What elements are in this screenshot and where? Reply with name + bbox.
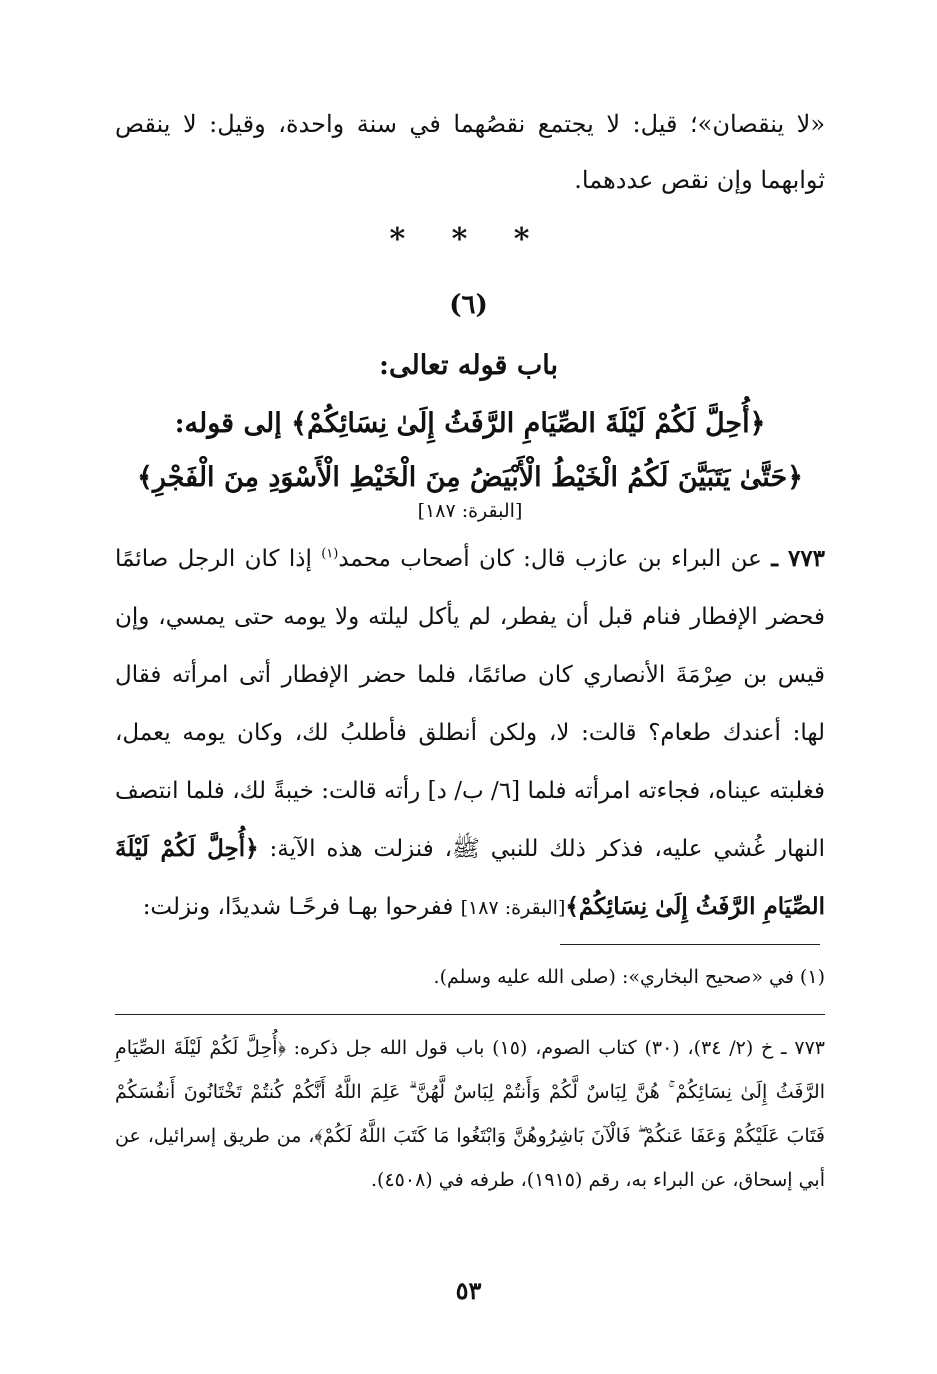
footnote-marker: (١)	[321, 546, 339, 562]
hadith-text-part3: ففرحوا بهـا فرحًـا شديدًا، ونزلت:	[142, 894, 454, 920]
footnote: (١) في «صحيح البخاري»: (صلى الله عليه وسلم).	[433, 966, 825, 988]
hadith-paragraph	[115, 530, 825, 937]
hadith-number: ٧٧٣ ـ	[771, 545, 826, 572]
intro-paragraph: «لا ينقصان»؛ قيل: لا يجتمع نقصُهما في سنة واحدة، وقيل: لا ينقص ثوابهما وإن نقص عددهما.	[115, 110, 825, 194]
hadith-text-part1: عن البراء بن عازب قال: كان أصحاب محمد	[338, 546, 762, 572]
section-separator-stars: * * *	[389, 222, 548, 257]
chapter-verse-line-1: ﴿أُحِلَّ لَكُمْ لَيْلَةَ الصِّيَامِ الرَّفَثُ إِلَىٰ نِسَائِكُمْ﴾ إلى قوله:	[174, 408, 766, 439]
footnote-divider	[560, 944, 820, 945]
chapter-number: (٦)	[449, 290, 488, 320]
hadith-verse-reference: [البقرة: ١٨٧]	[460, 897, 566, 919]
hadith-verse: ﴿أُحِلَّ لَكُمْ لَيْلَةَ الصِّيَامِ الرَّفَثُ إِلَىٰ نِسَائِكُمْ﴾	[115, 835, 825, 920]
chapter-verse-text: ﴿حَتَّىٰ يَتَبَيَّنَ لَكُمُ الْخَيْطُ الْأَبْيَضُ مِنَ الْخَيْطِ الْأَسْوَدِ مِنَ الْفَجْرِ﴾	[137, 462, 803, 493]
chapter-title: باب قوله تعالى:	[379, 350, 558, 381]
chapter-verse-line-2	[115, 462, 825, 524]
takhrij-paragraph: ٧٧٣ ـ خ (٢/ ٣٤)، (٣٠) كتاب الصوم، (١٥) باب قول الله جل ذكره: ﴿أُحِلَّ لَكُمْ لَيْلَةَ الصِّيَامِ الرَّفَثُ إِلَىٰ نِسَائِكُمْ ۚ هُنَّ لِبَاسٌ لَّكُمْ وَأَنتُمْ لِبَاسٌ لَّهُنَّ ۗ عَلِمَ اللَّهُ أَنَّكُمْ كُنتُمْ تَخْتَانُونَ أَنفُسَكُمْ فَتَابَ عَلَيْكُمْ وَعَفَا عَنكُمْ ۖ فَالْآنَ بَاشِرُوهُنَّ وَابْتَغُوا مَا كَتَبَ اللَّهُ لَكُمْ﴾، من طريق إسرائيل، عن أبي إسحاق، عن البراء به، رقم (١٩١٥)، طرفه في (٤٥٠٨).	[115, 1037, 825, 1191]
chapter-verse-reference: [البقرة: ١٨٧]	[417, 500, 523, 522]
takhrij-divider	[115, 1014, 825, 1015]
page-number: ٥٣	[455, 1276, 482, 1305]
hadith-text-part2: إذا كان الرجل صائمًا فحضر الإفطار فنام قبل أن يفطر، لم يأكل ليلته ولا يومه حتى يمسي، وإن قيس بن صِرْمَةَ الأنصاري كان صائمًا، فلما حضر الإفطار أتى امرأته فقال لها: أعندك طعام؟ قالت: لا، ولكن أنطلق فأطلبُ لك، وكان يومه يعمل، فغلبته عيناه، فجاءته امرأته فلما [٦/ ب/ د] رأته قالت: خيبةً لك، فلما انتصف النهار غُشي عليه، فذكر ذلك للنبي ﷺ، فنزلت هذه الآية:	[115, 546, 825, 862]
